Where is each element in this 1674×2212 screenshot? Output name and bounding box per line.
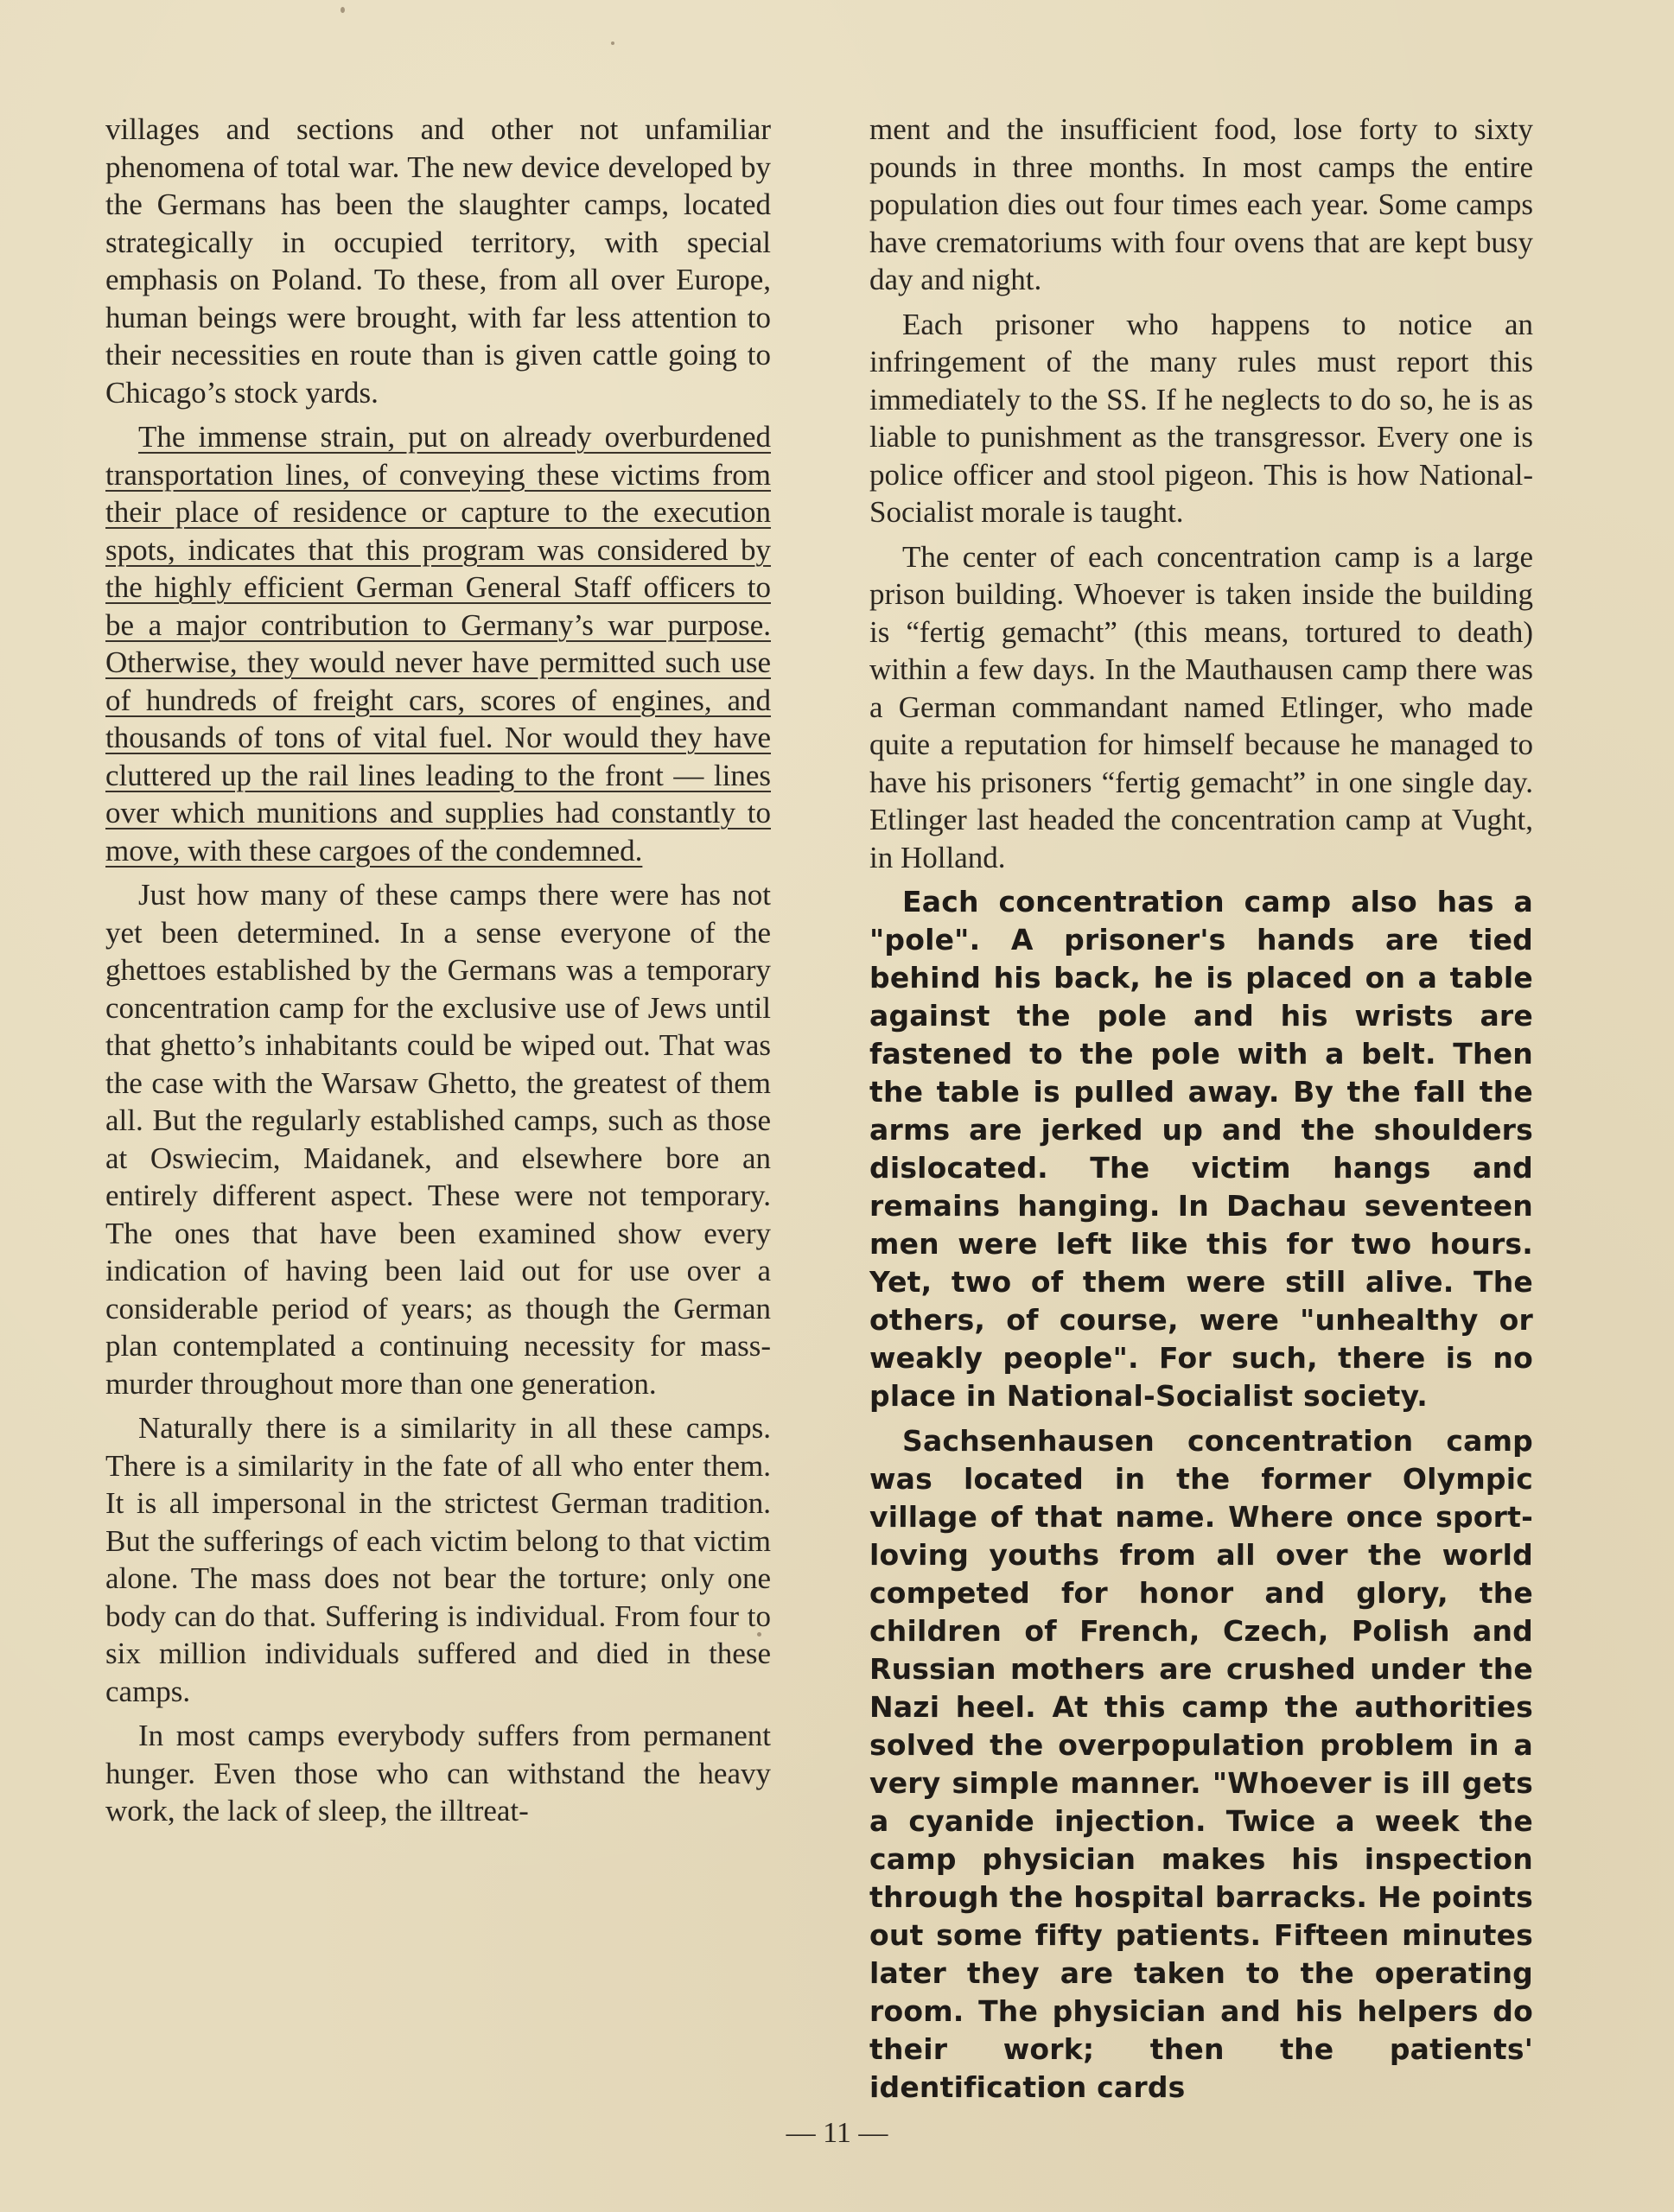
paragraph-transportation-strain: The immense strain, put on already overburdened transportation lines, of conveying these victims from their place of residence or capture to the execution spots, indicates that this program was considered by the highly efficient German General Staff officers to be a major contribution to Germany’s war purpose. Otherwise, they would never have permitted such use of hundreds of freight cars, scores of engines, and thousands of tons of vital fuel. Nor would they have cluttered up the rail lines leading to the front — lines over which munitions and supplies had constantly to move, with these cargoes of the condemned. [105, 420, 771, 868]
paragraph-pole: Each concentration camp also has a "pole". A prisoner's hands are tied behind his back, he is placed on a table against the pole and his wrists are fastened to the pole with a belt. Then the table is pulled away. By the fall the arms are jerked up and the shoulders dislocated. The victim hangs and remains hanging. In Dachau seventeen men were left like this for two hours. Yet, two of them were still alive. The others, of course, were "unhealthy or weakly people". For such, there is no place in National-Socialist society. [869, 885, 1533, 1413]
paragraph-sachsenhausen: Sachsenhausen concentration camp was located in the former Olympic village of that name. Where once sport-loving youths from all over the world competed for honor and glory, the children of French, Czech, Polish and Russian mothers are crushed under the Nazi heel. At this camp the authorities solved the overpopulation problem in a very simple manner. "Whoever is ill gets a cyanide injection. Twice a week the camp physician makes his inspection through the hospital barracks. He points out some fifty patients. Fifteen minutes later they are taken to the operating room. The physician and his helpers do their work; then the patients' identification cards [869, 1424, 1533, 2104]
paragraph-weight-loss: ment and the insufficient food, lose forty to sixty pounds in three months. In most camps the entire population dies out four times each year. Some camps have crematoriums with four ovens that are kept busy day and night. [869, 112, 1533, 296]
right-column [869, 111, 1533, 2107]
page-number: — 11 — [786, 2117, 888, 2149]
paper-speck [611, 41, 614, 45]
paragraph-number-of-camps: Just how many of these camps there were has not yet been determined. In a sense everyone of the ghettoes established by the Germans was a temporary concentration camp for the exclusive use of Jews until that ghetto’s inhabitants could be wiped out. That was the case with the Warsaw Ghetto, the greatest of them all. But the regularly established camps, such as those at Oswiecim, Maidanek, and elsewhere bore an entirely different aspect. These were not temporary. The ones that have been examined show every indication of having been laid out for use over a considerable period of years; as though the German plan contemplated a continuing necessity for mass-murder throughout more than one generation. [105, 878, 771, 1401]
left-column [105, 111, 771, 1830]
paper-speck [341, 7, 345, 13]
paper-speck [757, 1632, 761, 1637]
paragraph-prison-building: The center of each concentration camp is a large prison building. Whoever is taken inside the building is “fertig gemacht” (this means, tortured to death) within a few days. In the Mauthausen camp there was a German commandant named Etlinger, who made quite a reputation for himself because he managed to have his prisoners “fertig gemacht” in one single day. Etlinger last headed the concentration camp at Vught, in Holland. [869, 539, 1533, 874]
paragraph-slaughter-camps: villages and sections and other not unfamiliar phenomena of total war. The new device developed by the Germans has been the slaughter camps, located strategically in occupied territory, with special emphasis on Poland. To these, from all over Europe, human beings were brought, with far less attention to their necessities en route than is given cattle going to Chicago’s stock yards. [105, 112, 771, 410]
paragraph-similarity: Naturally there is a similarity in all these camps. There is a similarity in the fate of all who enter them. It is all impersonal in the strictest German tradition. But the sufferings of each victim belong to that victim alone. The mass does not bear the torture; only one body can do that. Suffering is individual. From four to six million individuals suffered and died in these camps. [105, 1411, 771, 1708]
paragraph-informants: Each prisoner who happens to notice an infringement of the many rules must report this immediately to the SS. If he neglects to do so, he is as liable to punishment as the transgressor. Every one is police officer and stool pigeon. This is how National-Socialist morale is taught. [869, 307, 1533, 529]
paragraph-hunger: In most camps everybody suffers from permanent hunger. Even those who can withstand the heavy work, the lack of sleep, the illtreat- [105, 1719, 771, 1827]
